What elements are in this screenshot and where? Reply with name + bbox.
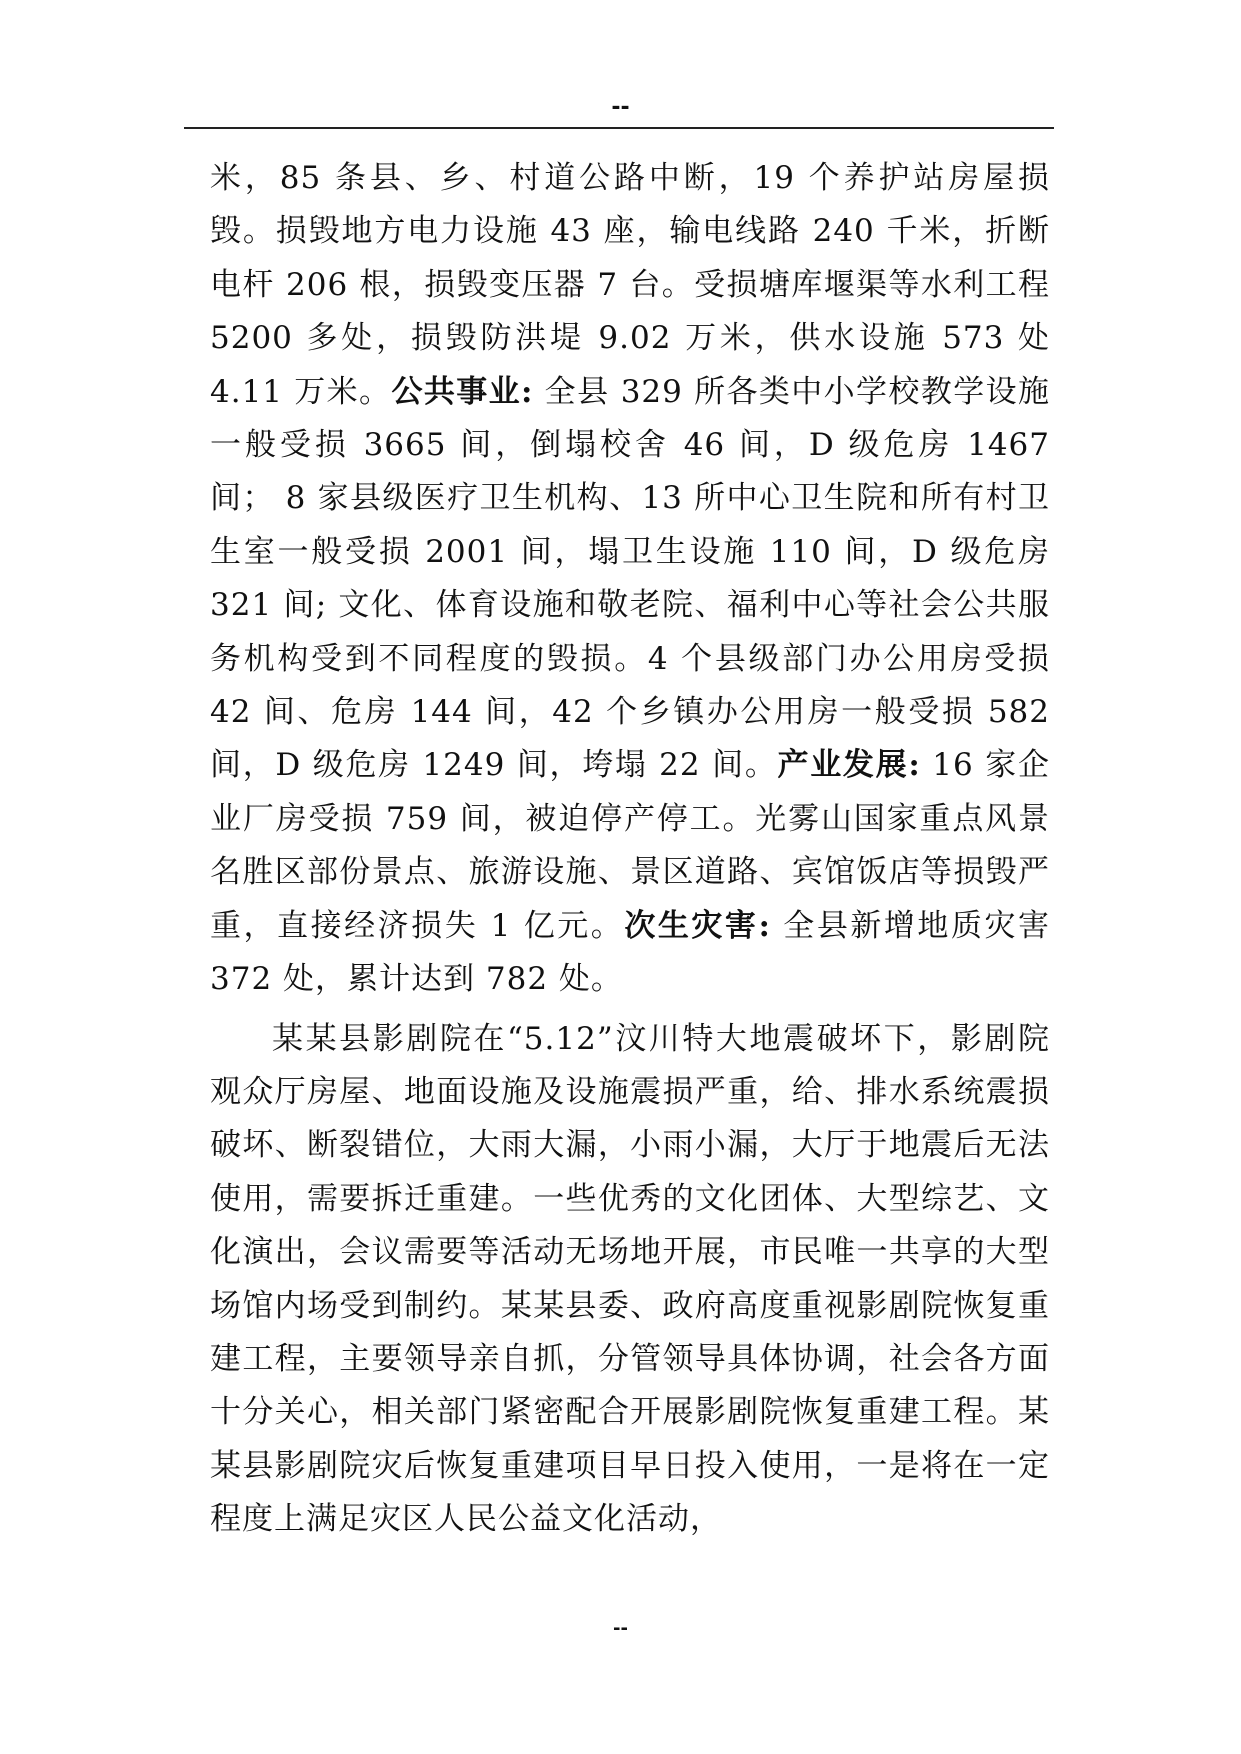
public-services-text: 全县 329 所各类中小学校教学设施一般受损 3665 间，倒塌校舍 46 间，D 级危房 1467 间； 8 家县级医疗卫生机构、13 所中心卫生院和所有村卫生室一般受损 2001 间，塌卫生设施 110 间，D 级危房 321 间; 文化、体育设施和敬老院、福利中心等社会公共服务机构受到不同程度的毁损。4 个县级部门办公用房受损 42 间、危房 144 间，42 个乡镇办公用房一般受损 582 间，D 级危房 1249 间，垮塌 22 间。	[210, 373, 1050, 784]
damage-report-paragraph	[210, 152, 1050, 1007]
document-body	[210, 152, 1050, 1547]
page-header-mark: --	[611, 95, 630, 120]
theater-paragraph: 某某县影剧院在“5.12”汶川特大地震破坏下，影剧院观众厅房屋、地面设施及设施震损严重，给、排水系统震损破坏、断裂错位，大雨大漏，小雨小漏，大厅于地震后无法使用，需要拆迁重建。一些优秀的文化团体、大型综艺、文化演出，会议需要等活动无场地开展，市民唯一共享的大型场馆内场受到制约。某某县委、政府高度重视影剧院恢复重建工程，主要领导亲自抓，分管领导具体协调，社会各方面十分关心，相关部门紧密配合开展影剧院恢复重建工程。某某县影剧院灾后恢复重建项目早日投入使用，一是将在一定程度上满足灾区人民公益文化活动，	[210, 1020, 1050, 1538]
heading-industry: 产业发展:	[777, 747, 921, 784]
industry-text: 16 家企业厂房受损 759 间，被迫停产停工。光雾山国家重点风景名胜区部份景点、旅游设施、景区道路、宾馆饭店等损毁严重，直接经济损失 1 亿元。	[210, 747, 1050, 944]
header-rule	[184, 127, 1054, 129]
heading-public-services: 公共事业:	[391, 373, 534, 410]
heading-secondary-disasters: 次生灾害:	[624, 907, 771, 944]
secondary-disasters-text: 全县新增地质灾害 372 处，累计达到 782 处。	[210, 907, 1050, 998]
page-footer-mark: --	[613, 1618, 628, 1639]
infrastructure-text: 米，85 条县、乡、村道公路中断，19 个养护站房屋损毁。损毁地方电力设施 43 座，输电线路 240 千米，折断电杆 206 根，损毁变压器 7 台。受损塘库堰渠等水利工程 5200 多处，损毁防洪堤 9.02 万米，供水设施 573 处 4.11 万米。	[210, 160, 1050, 410]
